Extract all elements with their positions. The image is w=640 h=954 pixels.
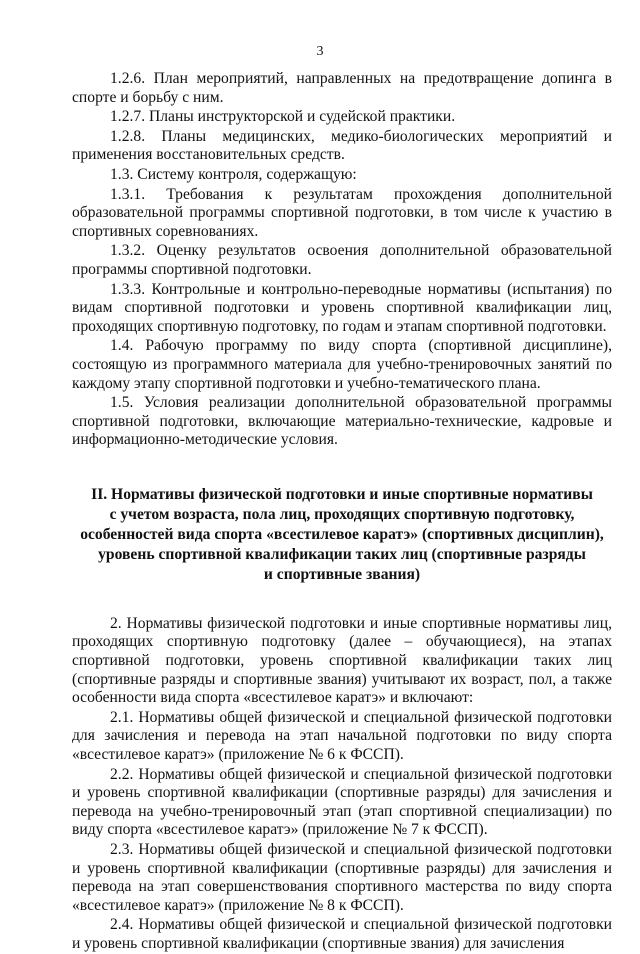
paragraph-2-2: 2.2. Нормативы общей физической и специальной физической подготовки и уровень спортивной квалификации (спортивные разряды) для зачисления и перевода на учебно-тренировочный этап (этап спортивной специализации) по виду спорта «всестилевое каратэ» (приложение № 7 к ФССП). bbox=[72, 765, 612, 839]
paragraph-2: 2. Нормативы физической подготовки и иные спортивные нормативы лиц, проходящих спортивную подготовку (далее – обучающиеся), на этапах спортивной подготовки, уровень спортивной квалификации таких лиц (спортивные разряды и спортивные звания) учитывают их возраст, пол, а также особенности вида спорта «всестилевое каратэ» и включают: bbox=[72, 614, 612, 707]
section-heading bbox=[72, 485, 612, 585]
document-body bbox=[72, 70, 612, 954]
paragraph-1-3-3: 1.3.3. Контрольные и контрольно-переводные нормативы (испытания) по видам спортивной подготовки и уровень спортивной квалификации лиц, проходящих спортивную подготовку, по годам и этапам спортивной подготовки. bbox=[72, 280, 612, 335]
paragraph-1-4: 1.4. Рабочую программу по виду спорта (спортивной дисциплине), состоящую из программного материала для учебно-тренировочных занятий по каждому этапу спортивной подготовки и учебно-тематического плана. bbox=[72, 337, 612, 392]
paragraph-1-3: 1.3. Систему контроля, содержащую: bbox=[110, 165, 357, 183]
paragraph-1-2-8: 1.2.8. Планы медицинских, медико-биологических мероприятий и применения восстановительных средств. bbox=[72, 127, 612, 164]
paragraph-1-3-1: 1.3.1. Требования к результатам прохождения дополнительной образовательной программы спортивной подготовки, в том числе к участию в спортивных соревнованиях. bbox=[72, 185, 612, 240]
section-heading-line: с учетом возраста, пола лиц, проходящих спортивную подготовку, bbox=[109, 505, 575, 523]
paragraph-1-2-7: 1.2.7. Планы инструкторской и судейской практики. bbox=[110, 108, 456, 126]
section-heading-line: II. Нормативы физической подготовки и иные спортивные нормативы bbox=[91, 485, 593, 503]
paragraph-1-2-6: 1.2.6. План мероприятий, направленных на предотвращение допинга в спорте и борьбу с ним. bbox=[72, 70, 612, 106]
section-heading-line: уровень спортивной квалификации таких лиц (спортивные разряды bbox=[98, 545, 586, 563]
paragraph-2-4: 2.4. Нормативы общей физической и специальной физической подготовки и уровень спортивной квалификации (спортивные звания) для зачисления bbox=[72, 916, 612, 952]
paragraph-2-1: 2.1. Нормативы общей физической и специальной физической подготовки для зачисления и перевода на этап начальной подготовки по виду спорта «всестилевое каратэ» (приложение № 6 к ФССП). bbox=[72, 708, 612, 764]
section-heading-line: и спортивные звания) bbox=[263, 565, 421, 583]
page-number: 3 bbox=[316, 44, 324, 59]
paragraph-1-5: 1.5. Условия реализации дополнительной образовательной программы спортивной подготовки, включающие материально-технические, кадровые и информационно-методические условия. bbox=[72, 394, 612, 449]
paragraph-1-3-2: 1.3.2. Оценку результатов освоения дополнительной образовательной программы спортивной подготовки. bbox=[72, 242, 612, 278]
paragraph-2-3: 2.3. Нормативы общей физической и специальной физической подготовки и уровень спортивной квалификации (спортивные разряды) для зачисления и перевода на этап совершенствования спортивного мастерства по виду спорта «всестилевое каратэ» (приложение № 8 к ФССП). bbox=[72, 841, 612, 914]
section-heading-line: особенностей вида спорта «всестилевое каратэ» (спортивных дисциплин), bbox=[80, 525, 604, 543]
